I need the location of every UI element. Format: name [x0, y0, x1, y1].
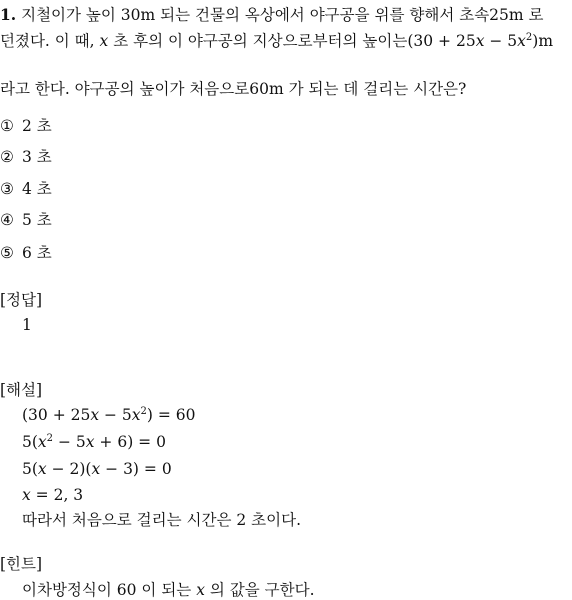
choice-marker: ③ — [0, 180, 14, 198]
question-number: 1. — [0, 5, 17, 24]
choice-5[interactable]: ⑤ 6 초 — [0, 244, 52, 262]
choice-1[interactable]: ① 2 초 — [0, 117, 52, 135]
hint-text: 이차방정식이 60 이 되는 x 의 값을 구한다. — [22, 581, 315, 599]
question-line-3: 라고 한다. 야구공의 높이가 처음으로60m 가 되는 데 걸리는 시간은? — [0, 80, 467, 98]
explanation-line-3: 5(x − 2)(x − 3) = 0 — [22, 460, 172, 478]
explanation-line-2: $5(x^2 - 5x + 6) = 0$ — [22, 433, 166, 451]
choice-marker: ⑤ — [0, 244, 14, 262]
choice-3[interactable]: ③ 4 초 — [0, 180, 52, 198]
answer-heading: [정답] — [0, 291, 43, 309]
choice-marker: ② — [0, 148, 14, 166]
explanation-line-4: x = 2, 3 — [22, 486, 84, 504]
explanation-line-1: $(30 + 25x - 5x^2) = 60$ — [22, 406, 196, 424]
choice-marker: ④ — [0, 211, 14, 229]
question-line-2: 던졌다. 이 때, x 초 후의 이 야구공의 지상으로부터의 높이는$(30 + 25x - 5x^2)m$ — [0, 32, 554, 50]
choice-2[interactable]: ② 3 초 — [0, 148, 52, 166]
explanation-heading: [해설] — [0, 381, 43, 399]
choice-marker: ① — [0, 117, 14, 135]
hint-heading: [힌트] — [0, 555, 43, 573]
explanation-line-5: 따라서 처음으로 걸리는 시간은 2 초이다. — [22, 511, 301, 529]
choice-4[interactable]: ④ 5 초 — [0, 211, 52, 229]
question-line-1: 1. 지철이가 높이 30m 되는 건물의 옥상에서 야구공을 위를 향해서 초속25m 로 — [0, 5, 544, 24]
answer-value: 1 — [22, 316, 32, 334]
